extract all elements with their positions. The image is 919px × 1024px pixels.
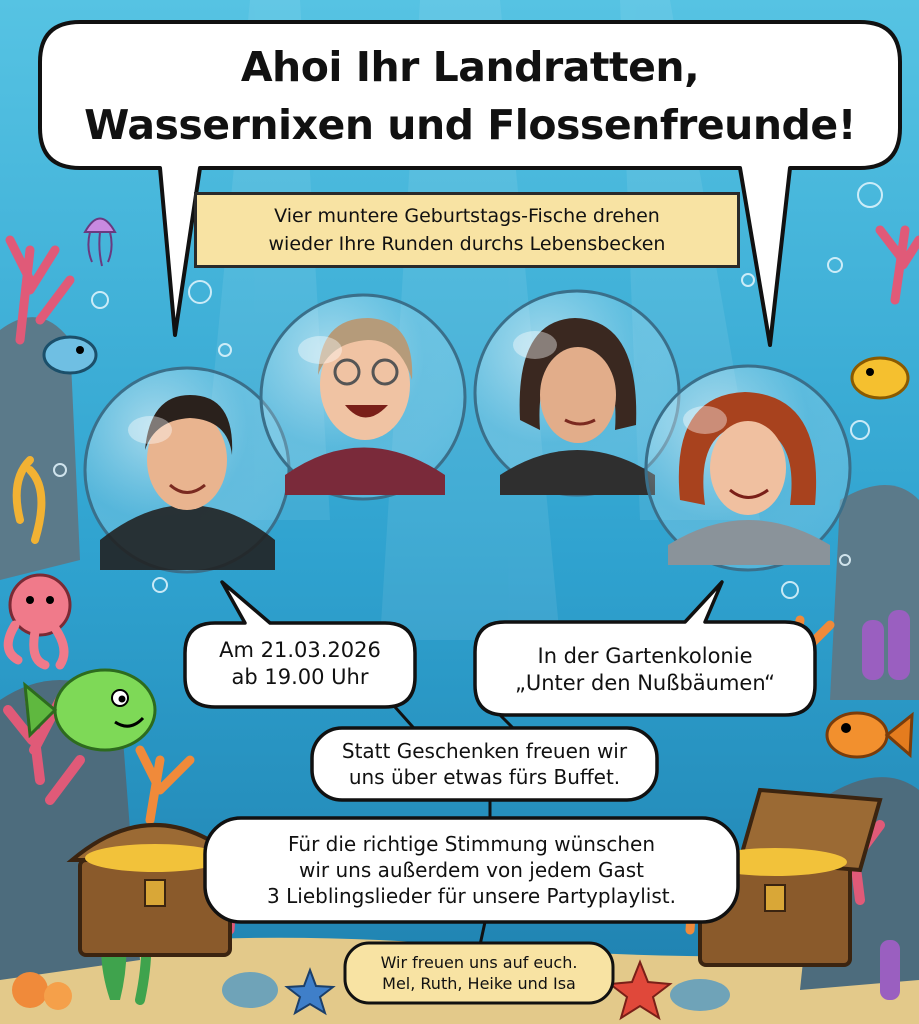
location-text — [478, 643, 812, 697]
music-line-2: wir uns außerdem von jedem Gast — [299, 858, 644, 882]
banner-line-2: wieder Ihre Runden durchs Lebensbecken — [268, 233, 666, 255]
date-text — [188, 637, 412, 691]
headline-line-2: Wassernixen und Flossenfreunde! — [84, 101, 856, 149]
banner-line-1: Vier muntere Geburtstags-Fische drehen — [274, 205, 660, 227]
signoff-line-2: Mel, Ruth, Heike und Isa — [382, 974, 576, 993]
music-text — [210, 831, 733, 909]
intro-banner — [194, 192, 740, 268]
music-line-1: Für die richtige Stimmung wünschen — [287, 832, 656, 856]
headline-line-1: Ahoi Ihr Landratten, — [240, 43, 700, 91]
music-line-3: 3 Lieblingslieder für unsere Partyplaylist. — [267, 884, 676, 908]
portrait-bubble-ruth — [261, 295, 465, 499]
date-line-1: Am 21.03.2026 — [219, 638, 381, 662]
signoff-line-1: Wir freuen uns auf euch. — [380, 953, 578, 972]
portrait-bubble-mel — [85, 368, 289, 572]
signoff-text — [348, 952, 610, 994]
gifts-line-1: Statt Geschenken freuen wir — [341, 739, 628, 763]
portrait-bubble-isa — [646, 366, 850, 570]
date-line-2: ab 19.00 Uhr — [231, 665, 369, 689]
location-line-2: „Unter den Nußbäumen“ — [514, 671, 776, 695]
headline-text — [60, 38, 880, 154]
gifts-line-2: uns über etwas fürs Buffet. — [348, 765, 621, 789]
gifts-text — [316, 738, 653, 790]
blue-fish-icon — [44, 337, 96, 373]
location-line-1: In der Gartenkolonie — [537, 644, 753, 668]
orange-fish-right-icon — [852, 358, 908, 398]
